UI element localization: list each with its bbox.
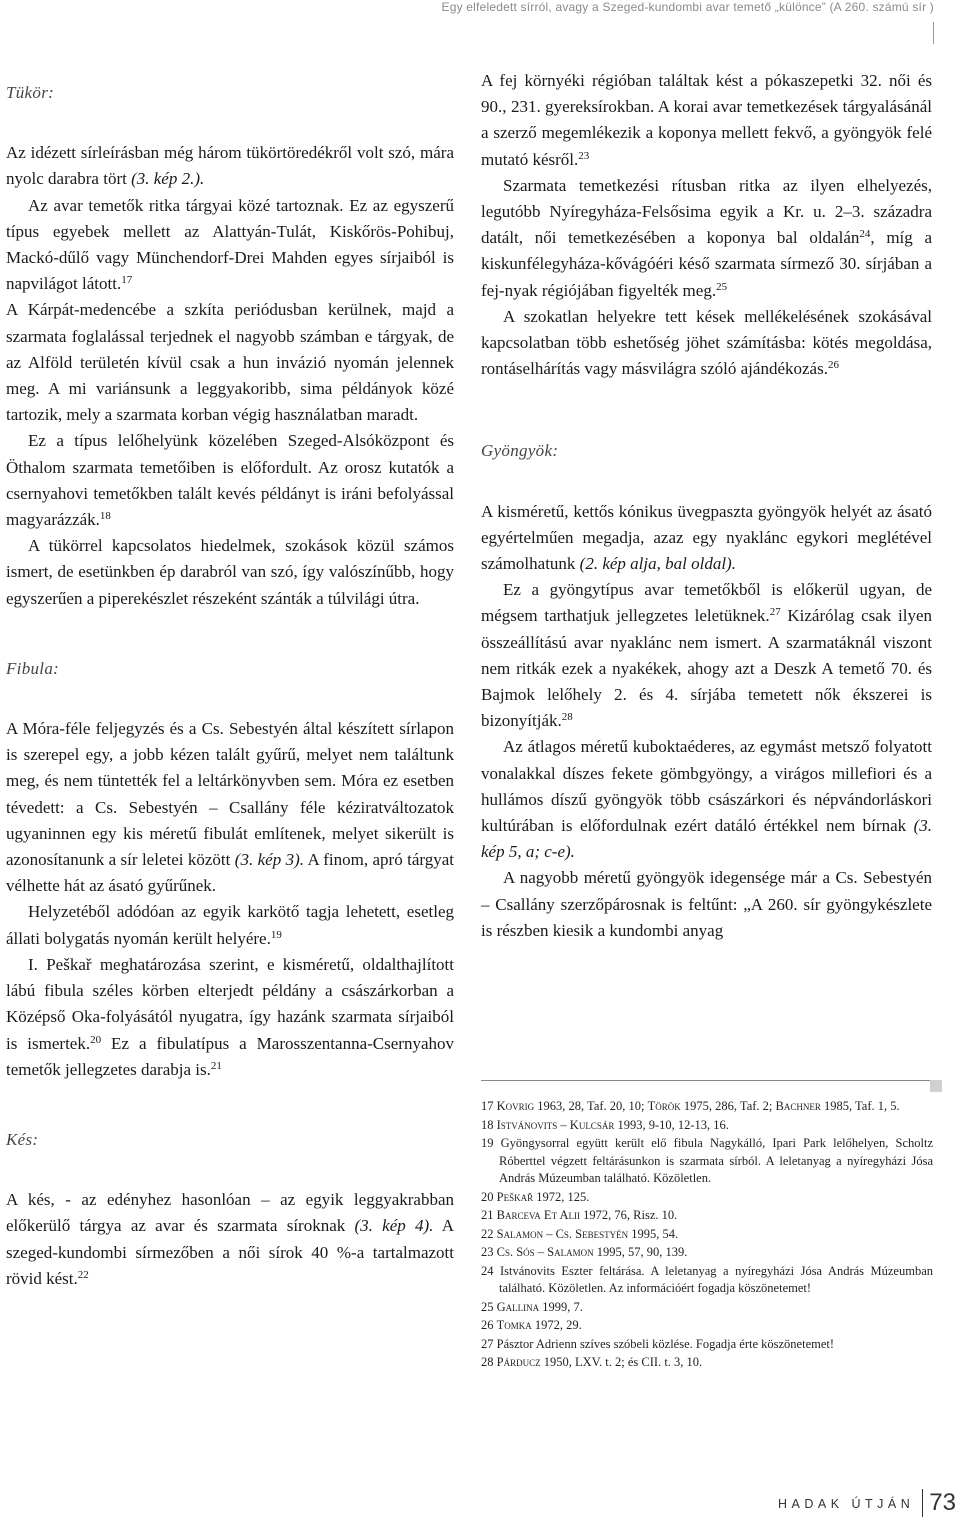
text: A szokatlan helyekre tett kések mellékelésének szokásával kapcsolatban több eshetőség jöhet számításba: kötés megoldása, rontáselhárítás vagy másvilágra szóló ajándékozás.	[481, 306, 932, 379]
footnote-number: 19	[481, 1136, 494, 1150]
text: A Móra-féle feljegyzés és a Cs. Sebestyén által készített sírlapon is szerepel egy, a jobb kézen talált gyűrű, melyet nem találtunk meg, és nem tüntették fel a leltárkönyvben sem. Móra ez esetben tévedett: a Cs. Sebestyén – Csallány féle kéziratváltozatok ugyaninnen egy kis méretű fibulát említenek, melyet sikerült is azonosítanunk a sír leletei között	[6, 719, 454, 870]
text: A fej környéki régióban találtak kést a pókaszepetki 32. női és 90., 231. gyereksírokban. A korai avar temetkezések tárgyalásánál a szerző megemlékezik a koponya mellett fekvő, a gyöngyök felé mutató késről.	[481, 71, 932, 169]
footnote-ref: 17	[121, 274, 133, 287]
footnote-divider	[481, 1080, 931, 1081]
paragraph	[6, 1187, 454, 1292]
footnote	[481, 1263, 933, 1298]
citation: 1972, 29.	[531, 1318, 582, 1332]
paragraph	[481, 499, 932, 578]
citation: 1950, LXV. t. 2; és CII. t. 3, 10.	[540, 1355, 703, 1369]
footnote-number: 27	[481, 1336, 494, 1351]
citation: 1993, 9-10, 12-13, 16.	[614, 1117, 729, 1132]
paragraph	[481, 734, 932, 865]
section-heading-tukor: Tükör:	[6, 83, 55, 102]
paragraph	[481, 68, 932, 173]
footnote-number: 17	[481, 1099, 494, 1113]
citation: 1972, 125.	[533, 1189, 590, 1204]
text: Ez a típus lelőhelyünk közelében Szeged-Alsóközpont és Öthalom szarmata temetőiben is előfordult. Az orosz kutatók a csernyahovi temetőkben talált kevés példányt is iráni befolyással magyarázzák.	[6, 431, 454, 530]
footnote-ref: 18	[99, 510, 111, 523]
paragraph: A nagyobb méretű gyöngyök idegensége már a Cs. Sebestyén – Csallány szerzőpárosnak is feltűnt: „A 260. sír gyöngykészlete is részben kiesik a kundombi anyag	[481, 868, 932, 940]
footnote-number: 23	[481, 1245, 494, 1259]
text: A kés, - az edényhez hasonlóan – az egyik leggyakrabban előkerülő tárgya az avar és szarmata síroknak	[6, 1190, 454, 1236]
text: Szarmata temetkezési rítusban ritka az ilyen elhelyezés, legutóbb Nyíregyháza-Felsősima egyik a Kr. u. 2–3. századra datált, női temetkezésében a koponya bal oldalán	[481, 175, 932, 248]
author: Peškař	[496, 1189, 534, 1204]
footnote	[481, 1317, 933, 1335]
footnote	[481, 1207, 933, 1225]
text: Az átlagos méretű kuboktaéderes, az egymást metsző folyatott vonalakkal díszes fekete gömbgyöngy, a virágos millefiori és a hullámos díszű gyöngyök több császárkori és népvándorláskori kultúrában is előfordulnak ezért datáló értékkel nem bírnak	[481, 737, 932, 836]
text: Ez a gyöngytípus avar temetőkből is előkerül ugyan, de mégsem tarthatjuk jellegzetes leletüknek.	[481, 580, 932, 626]
citation: 1995, 54.	[628, 1226, 679, 1241]
footnotes	[481, 1098, 933, 1373]
footnote-ref: 23	[578, 149, 590, 162]
citation: Gyöngysorral együtt került elő fibula Nagykálló, Ipari Park lelőhelyen, Scholtz Róberttel végzett feltárásunkon is szarmata sírból. A leletanyag a nyíregyházi Jósa András Múzeumban található. Közöletlen.	[499, 1136, 933, 1185]
author: Istvánovits – Kulcsár	[496, 1117, 615, 1132]
text: A finom, apró tárgyat vélhette hát az ásató gyűrűnek.	[6, 850, 455, 896]
journal-name: HADAK ÚTJÁN	[777, 1497, 915, 1511]
footnote-number: 26	[481, 1318, 494, 1332]
author: Salamon – Cs. Sebestyén	[496, 1226, 629, 1241]
footer-divider	[922, 1489, 923, 1517]
footnote	[481, 1299, 933, 1317]
footnote-ref: 26	[827, 359, 839, 372]
paragraph	[6, 193, 454, 298]
page-footer	[700, 1487, 960, 1517]
citation: 1995, 57, 90, 139.	[593, 1245, 688, 1259]
citation: Istvánovits Eszter feltárása. A leletanyag a nyíregyházi Jósa András Múzeumban található. Közöletlen. Az információért fogadja köszönetemet!	[499, 1263, 933, 1295]
footnote	[481, 1117, 933, 1135]
paragraph: A Kárpát-medencébe a szkíta periódusban kerülnek, majd a szarmata foglalással terjednek el nagyobb számban e tárgyak, de az Alföld területén kívül csak a hun invázió nyomán jelennek meg. A mi variánsunk a leggyakoribb, sima példányok közé tartozik, mely a szarmata korban végig használatban maradt.	[6, 300, 454, 425]
text: Az idézett sírleírásban még három tükörtöredékről volt szó, mára nyolc darabra tört	[6, 143, 454, 189]
footnote-number: 25	[481, 1299, 494, 1314]
author: Kovrig	[496, 1099, 535, 1113]
paragraph: A tükörrel kapcsolatos hiedelmek, szokások közül számos ismert, de esetünkben ép darabról van szó, így valószínűbb, hogy egyszerűen a piperekészlet részeként szánták a túlvilági útra.	[6, 536, 454, 608]
section-heading-fibula: Fibula:	[6, 658, 60, 678]
paragraph	[6, 140, 454, 192]
footnote-ref: 22	[77, 1268, 89, 1281]
author: Cs. Sós – Salamon	[496, 1245, 594, 1259]
footnote-number: 22	[481, 1226, 494, 1241]
author: Gallina	[496, 1299, 540, 1314]
footnote-ref: 21	[210, 1059, 222, 1072]
text: I. Peškař meghatározása szerint, e kisméretű, oldalthajlított lábú fibula széles körben elterjedt példány a császárkorban a Középső Oka-folyásától nyugatra, így hazánk szarmata sírjaiból is ismertek.	[6, 954, 454, 1053]
paragraph	[6, 899, 454, 951]
citation: 1972, 76, Risz. 10.	[580, 1208, 678, 1222]
footnote	[481, 1244, 933, 1262]
figure-ref: (3. kép 3).	[234, 850, 305, 870]
section-heading-gyongyok: Gyöngyök:	[481, 441, 559, 461]
footnote-ref: 27	[769, 606, 781, 619]
citation: Pásztor Adrienn szíves szóbeli közlése. Fogadja érte köszönetemet!	[496, 1336, 835, 1351]
paragraph	[6, 952, 454, 1083]
paragraph	[6, 428, 454, 533]
header-rule	[933, 22, 934, 44]
paragraph	[481, 304, 932, 383]
footnote-ref: 24	[859, 228, 871, 241]
figure-ref: (3. kép 4).	[354, 1216, 434, 1236]
footnote	[481, 1135, 933, 1188]
author: Barceva Et Alii	[496, 1208, 581, 1222]
page-number: 73	[929, 1489, 956, 1516]
citation: 1963, 28, Taf. 20, 10;	[534, 1099, 648, 1113]
right-column	[481, 68, 932, 944]
footnote	[481, 1336, 933, 1354]
text: Kizárólag csak ilyen összeállítású avar nyaklánc nem ismert. A szarmatáknál viszont nem ritkák ezek a nyakékek, ahogy azt a Deszk A temető 70. és Bajmok lelőhely 2. és 4. sírjába temetett nők ékszerei is bizonyítják.	[481, 606, 933, 731]
running-head: Egy elfeledett sírról, avagy a Szeged-kundombi avar temető „különce” (A 260. számú sír )	[441, 0, 934, 14]
text: , míg a kiskunfélegyháza-kővágóéri késő szarmata sírmező 30. sírjában a fej-nyak régiójában figyelték meg.	[481, 228, 932, 300]
figure-ref: (2. kép alja, bal oldal).	[579, 554, 736, 574]
footnote-ref: 20	[90, 1033, 102, 1046]
section-heading-kes: Kés:	[6, 1129, 39, 1149]
figure-ref: (3. kép 2.).	[131, 169, 205, 189]
paragraph	[481, 577, 932, 734]
text: Helyzetéből adódóan az egyik karkötő tagja lehetett, esetleg állati bolygatás nyomán került helyére.	[6, 902, 454, 948]
left-column	[6, 68, 454, 1292]
footnote-marker-square	[930, 1080, 942, 1092]
figure-ref: (3. kép 5, a; c-e).	[481, 816, 932, 862]
footnote-ref: 19	[270, 928, 282, 941]
author: Bachner	[775, 1099, 821, 1113]
citation: 1975, 286, Taf. 2;	[680, 1099, 776, 1113]
text: Az avar temetők ritka tárgyai közé tartoznak. Ez az egyszerű típus egyebek mellett az Alattyán-Tulát, Kiskőrös-Pohibuj, Mackó-dűlő vagy Münchendorf-Drei Mahden egyes sírjaiból is napvilágot látott.	[6, 195, 454, 294]
footnote	[481, 1189, 933, 1207]
footnote-number: 28	[481, 1355, 494, 1369]
text: Ez a fibulatípus a Marosszentanna-Csernyahov temetők jellegzetes darabja is.	[6, 1033, 454, 1079]
paragraph	[481, 173, 932, 304]
text: A kisméretű, kettős kónikus üvegpaszta gyöngyök helyét az ásató egyértelműen megadja, azaz egy nyaklánc egykori meglétével számolhatunk	[481, 501, 932, 574]
footnote-number: 20	[481, 1189, 494, 1204]
footnote-ref: 28	[561, 711, 573, 724]
footnote	[481, 1098, 933, 1116]
footnote-number: 24	[481, 1263, 494, 1278]
author: Párducz	[496, 1355, 541, 1369]
citation: 1985, Taf. 1, 5.	[820, 1099, 900, 1113]
author: Török	[647, 1099, 681, 1113]
citation: 1999, 7.	[539, 1299, 583, 1314]
text: A szeged-kundombi sírmezőben a női sírok 40 %-a tartalmazott rövid kést.	[6, 1216, 455, 1288]
author: Tomka	[496, 1318, 532, 1332]
footnote-number: 21	[481, 1208, 494, 1222]
paragraph	[6, 716, 454, 899]
footnote-ref: 25	[716, 280, 728, 293]
footnote	[481, 1354, 933, 1372]
footnote-number: 18	[481, 1117, 494, 1132]
footnote	[481, 1226, 933, 1244]
